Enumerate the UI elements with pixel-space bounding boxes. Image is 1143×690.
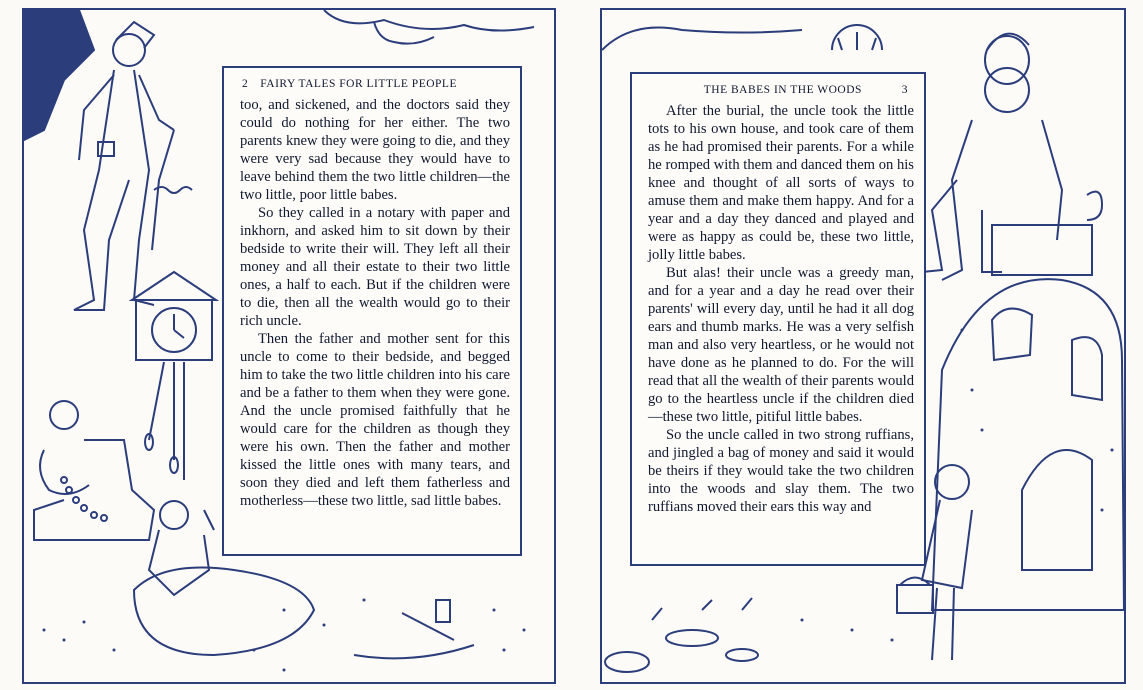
roots-top xyxy=(324,10,534,31)
thread-spool xyxy=(436,600,450,622)
left-running-head xyxy=(242,78,504,90)
fairy-with-boot xyxy=(34,401,154,540)
stone xyxy=(666,630,718,646)
right-page xyxy=(600,8,1126,684)
left-paragraph-3: Then the father and mother sent for this uncle to come to their bedside, and begged him to take the two little children into his care and be a father to them when they were gone. And the uncle promised faithfully that he would care for the children as though they were his own. Then the father and mother kissed the little ones with many tears, and soon they died and left them fatherless and motherless—these two little, sad little babes. xyxy=(240,331,510,509)
left-paragraph-2: So they called in a notary with paper and inkhorn, and asked him to sit down by their bedside to write their will. They left all their money and all their estate to their two little ones, a half to each. But if the children were to die, then all the wealth would go to their rich uncle. xyxy=(240,205,510,329)
left-page-number: 2 xyxy=(242,78,249,90)
ornament-arch xyxy=(602,28,802,51)
right-paragraph-3: So the uncle called in two strong ruffians, and jingled a bag of money and said it would be theirs if they would take the two children into the woods and slay them. The two ruffians moved their ears this way and xyxy=(648,427,914,515)
right-paragraph-1: After the burial, the uncle took the little tots to his own house, and took care of them as he had promised their parents. For a while he romped with them and danced them on his knee and thought of all sorts of ways to amuse them and make them happy. And for a year and a day they danced and played and were as happy as could be, these two little, jolly little babes. xyxy=(648,103,914,263)
mushrooms xyxy=(652,598,752,620)
turtle xyxy=(605,652,649,672)
left-page xyxy=(22,8,556,684)
right-running-head xyxy=(650,84,908,96)
uncle-figure xyxy=(922,34,1102,280)
stippled-ground xyxy=(43,599,526,672)
right-text-panel xyxy=(630,72,926,566)
left-text-panel xyxy=(222,66,522,556)
left-running-title: FAIRY TALES FOR LITTLE PEOPLE xyxy=(260,78,457,90)
ragged-man-figure xyxy=(74,22,174,310)
right-page-number: 3 xyxy=(901,84,908,96)
needle xyxy=(402,613,454,640)
stone-hut xyxy=(932,279,1124,610)
right-paragraph-2: But alas! their uncle was a greedy man, and for a year and a day he read over their parents' will every day, until he had it all dog ears and thumb marks. He was a very selfish man and also very heartless, or he would not have done as he planned to do. For the will read that all the wealth of their parents would go to the heartless uncle if the children died—these two little, pitiful little babes. xyxy=(648,265,914,425)
left-paragraph-1: too, and sickened, and the doctors said they could do nothing for her either. The two parents knew they were going to die, and they were very sad because they would have to leave behind them the two little children—the two little, poor little babes. xyxy=(240,97,510,203)
artist-signature xyxy=(154,187,192,193)
right-running-title: THE BABES IN THE WOODS xyxy=(703,84,862,96)
right-body-text xyxy=(648,102,914,516)
left-body-text xyxy=(240,96,510,510)
